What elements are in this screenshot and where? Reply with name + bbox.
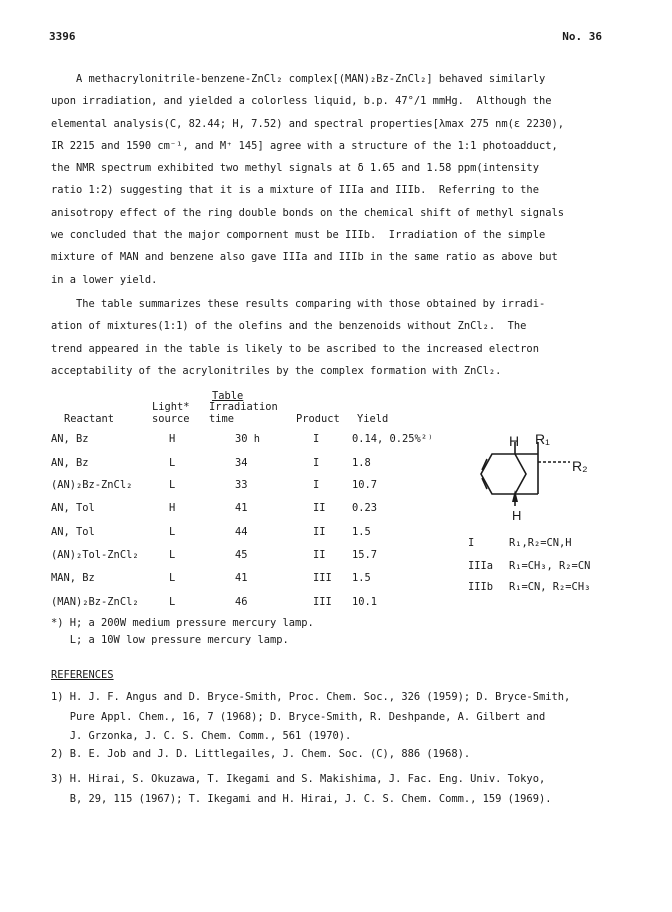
issue-number: No. 36 bbox=[562, 30, 602, 43]
cell-light-source: L bbox=[169, 457, 176, 469]
cell-yield: 15.7 bbox=[352, 549, 378, 561]
cell-product: II bbox=[313, 549, 326, 561]
text-line: IR 2215 and 1590 cm⁻¹, and M⁺ 145] agree with a structure of the 1:1 photoadduct, bbox=[51, 139, 558, 152]
cell-yield: 1.5 bbox=[352, 526, 371, 538]
legend-text: R₁,R₂=CN,H bbox=[509, 537, 572, 549]
text-line: in a lower yield. bbox=[51, 273, 158, 286]
cell-product: I bbox=[313, 457, 320, 469]
text-line: elemental analysis(C, 82.44; H, 7.52) and spectral properties[λmax 275 nm(ε 2230), bbox=[51, 117, 564, 130]
cell-light-source: L bbox=[169, 479, 176, 491]
cell-reactant: AN, Bz bbox=[51, 433, 89, 445]
col-header-reactant: Reactant bbox=[64, 413, 115, 425]
cell-reactant: AN, Tol bbox=[51, 526, 95, 538]
text-line: acceptability of the acrylonitriles by the complex formation with ZnCl₂. bbox=[51, 364, 502, 377]
text-line: anisotropy effect of the ring double bonds on the chemical shift of methyl signals bbox=[51, 206, 564, 219]
cell-reactant: AN, Bz bbox=[51, 457, 89, 469]
cell-irradiation-time: 46 bbox=[235, 596, 248, 608]
bicyclic-structure-diagram bbox=[460, 432, 600, 540]
cell-yield: 10.7 bbox=[352, 479, 378, 491]
cell-light-source: L bbox=[169, 596, 176, 608]
col-header-product: Product bbox=[296, 413, 340, 425]
text-line: we concluded that the major compornent must be IIIb. Irradiation of the simple bbox=[51, 229, 546, 242]
page-number: 3396 bbox=[49, 30, 76, 43]
reference-1 bbox=[51, 688, 621, 747]
text-line: The table summarizes these results comparing with those obtained by irradi- bbox=[51, 298, 546, 310]
legend-label: I bbox=[468, 537, 475, 549]
cell-light-source: H bbox=[169, 433, 176, 445]
cell-irradiation-time: 30 h bbox=[235, 433, 261, 445]
col-header-light-source: Light* source bbox=[152, 401, 190, 425]
cell-irradiation-time: 45 bbox=[235, 549, 248, 561]
col-header-yield: Yield bbox=[357, 413, 389, 425]
reference-2 bbox=[51, 745, 621, 765]
text-line: trend appeared in the table is likely to be ascribed to the increased electron bbox=[51, 342, 539, 355]
reference-3 bbox=[51, 770, 621, 809]
cell-reactant: (MAN)₂Bz-ZnCl₂ bbox=[51, 596, 139, 608]
cell-product: I bbox=[313, 479, 320, 491]
col-header-irradiation-time: Irradiation time bbox=[209, 401, 278, 425]
paragraph-2 bbox=[51, 293, 611, 382]
cell-product: III bbox=[313, 596, 332, 608]
cell-yield: 0.23 bbox=[352, 502, 378, 514]
cell-irradiation-time: 33 bbox=[235, 479, 248, 491]
cell-light-source: L bbox=[169, 572, 176, 584]
cell-light-source: L bbox=[169, 526, 176, 538]
text-line: mixture of MAN and benzene also gave IIIa and IIIb in the same ratio as above but bbox=[51, 251, 558, 264]
cell-irradiation-time: 44 bbox=[235, 526, 248, 538]
text-line: ratio 1:2) suggesting that it is a mixture of IIIa and IIIb. Referring to the bbox=[51, 184, 539, 197]
text-line: the NMR spectrum exhibited two methyl signals at δ 1.65 and 1.58 ppm(intensity bbox=[51, 162, 539, 175]
references-heading: REFERENCES bbox=[51, 669, 114, 681]
cell-reactant: MAN, Bz bbox=[51, 572, 95, 584]
text-line: A methacrylonitrile-benzene-ZnCl₂ complex[(MAN)₂Bz-ZnCl₂] behaved similarly bbox=[51, 73, 546, 85]
cell-yield: 0.14, 0.25%²⁾ bbox=[352, 433, 434, 445]
cell-reactant: (AN)₂Tol-ZnCl₂ bbox=[51, 549, 139, 561]
atom-label-h-top: H bbox=[509, 433, 520, 449]
atom-label-r2: R₂ bbox=[572, 458, 588, 474]
cell-yield: 10.1 bbox=[352, 596, 378, 608]
reference-line: Pure Appl. Chem., 16, 7 (1968); D. Bryce-Smith, R. Deshpande, A. Gilbert and bbox=[51, 710, 546, 723]
reference-line: B, 29, 115 (1967); T. Ikegami and H. Hirai, J. C. S. Chem. Comm., 159 (1969). bbox=[51, 792, 552, 805]
six-membered-ring bbox=[481, 454, 526, 494]
text-line: upon irradiation, and yielded a colorless liquid, b.p. 47°/1 mmHg. Although the bbox=[51, 95, 552, 108]
paragraph-1 bbox=[51, 68, 611, 291]
cell-irradiation-time: 41 bbox=[235, 502, 248, 514]
cell-yield: 1.8 bbox=[352, 457, 371, 469]
atom-label-r1: R₁ bbox=[535, 431, 550, 447]
cell-irradiation-time: 41 bbox=[235, 572, 248, 584]
legend-text: R₁=CH₃, R₂=CN bbox=[509, 560, 591, 572]
reference-line: 2) B. E. Job and J. D. Littlegailes, J. Chem. Soc. (C), 886 (1968). bbox=[51, 748, 471, 760]
cell-product: II bbox=[313, 502, 326, 514]
cell-irradiation-time: 34 bbox=[235, 457, 248, 469]
cell-product: I bbox=[313, 433, 320, 445]
cell-reactant: (AN)₂Bz-ZnCl₂ bbox=[51, 479, 133, 491]
legend-label: IIIa bbox=[468, 560, 494, 572]
text-line: ation of mixtures(1:1) of the olefins and the benzenoids without ZnCl₂. The bbox=[51, 320, 527, 333]
cell-product: II bbox=[313, 526, 326, 538]
cell-light-source: H bbox=[169, 502, 176, 514]
table-caption: Table bbox=[212, 390, 244, 402]
legend-label: IIIb bbox=[468, 581, 494, 593]
cell-product: III bbox=[313, 572, 332, 584]
legend-text: R₁=CN, R₂=CH₃ bbox=[509, 581, 591, 593]
reference-line: J. Grzonka, J. C. S. Chem. Comm., 561 (1970). bbox=[51, 730, 352, 742]
cell-light-source: L bbox=[169, 549, 176, 561]
atom-label-h-bottom: H bbox=[512, 508, 522, 523]
cell-yield: 1.5 bbox=[352, 572, 371, 584]
table-footnote: *) H; a 200W medium pressure mercury lamp. bbox=[51, 617, 314, 629]
reference-line: 3) H. Hirai, S. Okuzawa, T. Ikegami and S. Makishima, J. Fac. Eng. Univ. Tokyo, bbox=[51, 773, 546, 785]
reference-line: 1) H. J. F. Angus and D. Bryce-Smith, Proc. Chem. Soc., 326 (1959); D. Bryce-Smith, bbox=[51, 691, 571, 703]
cell-reactant: AN, Tol bbox=[51, 502, 95, 514]
table-row bbox=[0, 596, 672, 614]
table-footnote: L; a 10W low pressure mercury lamp. bbox=[51, 634, 289, 646]
